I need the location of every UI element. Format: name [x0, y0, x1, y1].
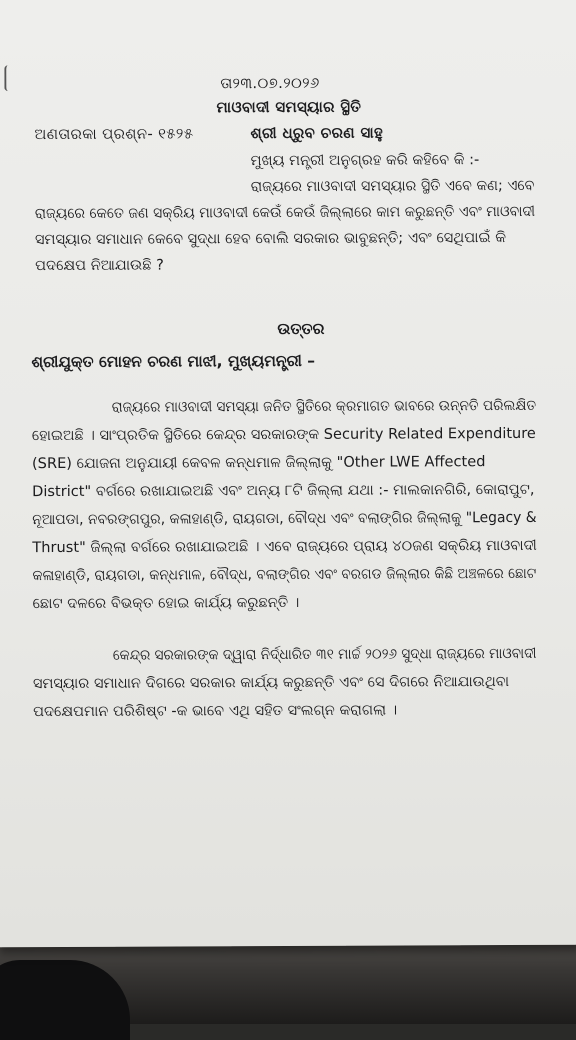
answer-line: ନୂଆପଡା, ନବରଙ୍ଗପୁର, କଳାହାଣ୍ଡି, ରାୟଗଡା, ବୌଦ୍ଧ ଏବଂ ବଲାଙ୍ଗିର ଜିଲ୍ଲାକୁ "Legacy & — [32, 508, 537, 529]
answer-line: Thrust" ଜିଲ୍ଲା ବର୍ଗରେ ରଖାଯାଇଅଛି । ଏବେ ରାଜ୍ୟରେ ପ୍ରାୟ ୪୦ଜଣ ସକ୍ରିୟ ମାଓବାଦୀ — [32, 536, 537, 557]
question-line: ରାଜ୍ୟରେ କେତେ ଜଣ ସକ୍ରିୟ ମାଓବାଦୀ କେଉଁ କେଉଁ ଜିଲ୍ଲାରେ କାମ କରୁଛନ୍ତି ଏବଂ ମାଓବାଦୀ — [34, 202, 536, 223]
question-line: ପଦକ୍ଷେପ ନିଆଯାଉଛି ? — [35, 256, 164, 275]
member-name: ଶ୍ରୀ ଧ୍ରୁବ ଚରଣ ସାହୁ — [250, 123, 384, 143]
pen-mark — [4, 65, 14, 91]
answer-line: କଳାହାଣ୍ଡି, ରାୟଗଡା, କନ୍ଧମାଳ, ବୌଦ୍ଧ, ବଲାଙ୍ଗିର ଏବଂ ବରଗଡ ଜିଲ୍ଲାର କିଛି ଅଞ୍ଚଳରେ ଛୋଟ — [32, 564, 537, 585]
answer-line: ପଦକ୍ଷେପମାନ ପରିଶିଷ୍ଟ -କ ଭାବେ ଏଥି ସହିତ ସଂଲଗ୍ନ କରାଗଲା । — [33, 701, 398, 721]
question-line: ରାଜ୍ୟରେ ମାଓବାଦୀ ସମସ୍ୟାର ସ୍ଥିତି ଏବେ କଣ; ଏବେ — [250, 176, 535, 196]
answer-line: ରାଜ୍ୟରେ ମାଓବାଦୀ ସମସ୍ୟା ଜନିତ ସ୍ଥିତିରେ କ୍ରମାଗତ ଭାବରେ ଉନ୍ନତି ପରିଲକ୍ଷିତ — [111, 396, 537, 416]
question-label: ଅଣତାରକା ପ୍ରଶ୍ନ- ୧୫୨୫ — [34, 124, 194, 144]
document-date: ତା୨୩.୦୭.୨୦୨୬ — [220, 73, 320, 93]
answer-heading: ଉତ୍ତର — [277, 319, 325, 339]
answer-line: କେନ୍ଦ୍ର ସରକାରଙ୍କ ଦ୍ୱାରା ନିର୍ଦ୍ଧାରିତ ୩୧ ମାର୍ଚ୍ଚ ୨୦୨୬ ସୁଦ୍ଧା ରାଜ୍ୟରେ ମାଓବାଦୀ — [112, 644, 537, 664]
document-subject: ମାଓବାଦୀ ସମସ୍ୟାର ସ୍ଥିତି — [216, 97, 362, 117]
answer-line: (SRE) ଯୋଜନା ଅନୁଯାୟୀ କେବଳ କନ୍ଧମାଳ ଜିଲ୍ଲାକୁ "Other LWE Affected — [31, 453, 486, 473]
answer-line: ହୋଇଅଛି । ସାଂପ୍ରତିକ ସ୍ଥିତିରେ କେନ୍ଦ୍ର ସରକାରଙ୍କ Security Related Expenditure — [31, 424, 536, 445]
question-line: ସମସ୍ୟାର ସମାଧାନ କେବେ ସୁଦ୍ଧା ହେବ ବୋଲି ସରକାର ଭାବୁଛନ୍ତି; ଏବଂ ସେଥିପାଇଁ କି — [34, 229, 507, 249]
answer-line: District" ବର୍ଗରେ ରଖାଯାଇଅଛି ଏବଂ ଅନ୍ୟ ୮ଟି ଜିଲ୍ଲା ଯଥା :- ମାଲକାନଗିରି, କୋରାପୁଟ, — [32, 480, 535, 501]
answer-by: ଶ୍ରୀଯୁକ୍ତ ମୋହନ ଚରଣ ମାଝୀ, ମୁଖ୍ୟମନ୍ତ୍ରୀ – — [31, 351, 316, 372]
question-line: ମୁଖ୍ୟ ମନ୍ତ୍ରୀ ଅନୁଗ୍ରହ କରି କହିବେ କି :- — [250, 151, 480, 170]
answer-line: ସମସ୍ୟାର ସମାଧାନ ଦିଗରେ ସରକାର କାର୍ଯ୍ୟ କରୁଛନ୍ତି ଏବଂ ସେ ଦିଗରେ ନିଆଯାଉଥିବା — [32, 673, 510, 693]
answer-line: ଛୋଟ ଦଳରେ ବିଭକ୍ତ ହୋଇ କାର୍ଯ୍ୟ କରୁଛନ୍ତି । — [32, 593, 300, 613]
